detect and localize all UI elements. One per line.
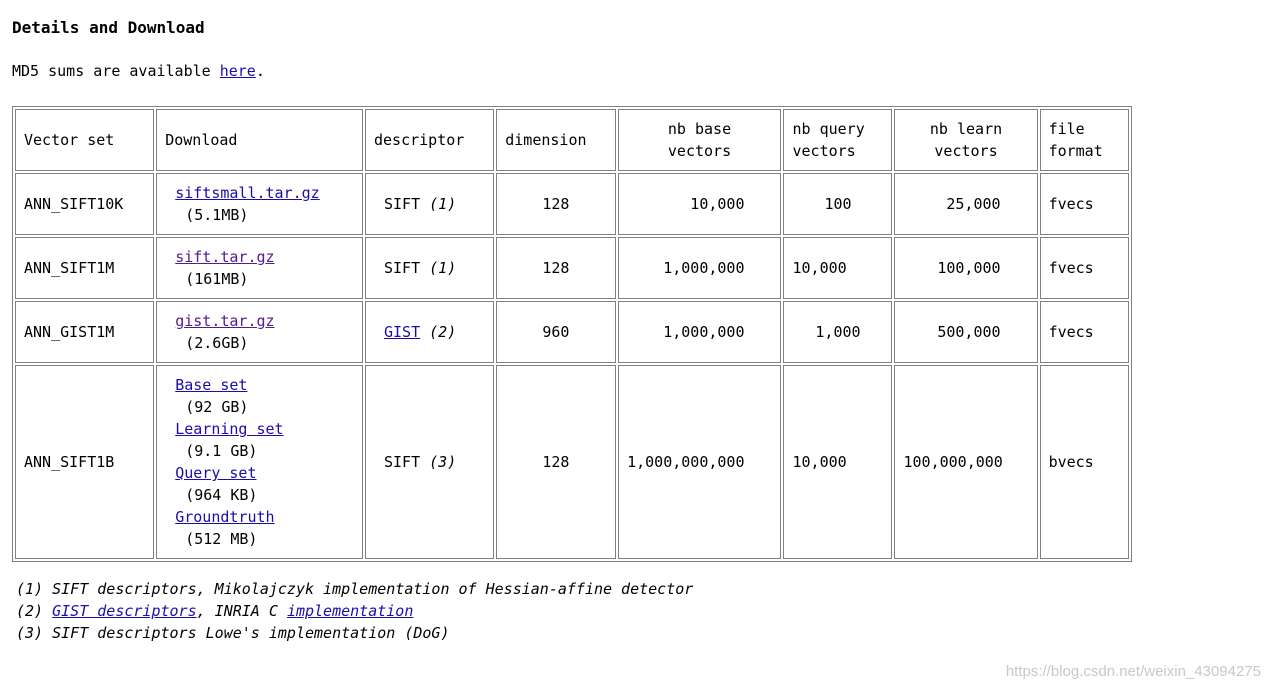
cell-vector-set: ANN_SIFT1M [15,237,154,299]
cell-descriptor [365,301,494,363]
download-link[interactable]: siftsmall.tar.gz [175,184,320,202]
page-title: Details and Download [12,18,205,37]
datasets-table [12,106,1132,562]
cell-download [156,237,363,299]
cell-nb-query: 1,000 [783,301,892,363]
table-row [15,301,1129,363]
footnotes [16,578,693,644]
cell-vector-set: ANN_SIFT10K [15,173,154,235]
cell-dimension: 128 [496,173,615,235]
cell-dimension: 128 [496,365,615,559]
cell-download [156,173,363,235]
col-header-file-format: file format [1040,109,1129,171]
footnote-1: (1) SIFT descriptors, Mikolajczyk implementation of Hessian-affine detector [16,580,694,598]
md5-prefix: MD5 sums are available [12,62,220,80]
cell-nb-base: 1,000,000,000 [618,365,782,559]
download-size: (5.1MB) [185,206,249,224]
cell-file-format: fvecs [1040,301,1129,363]
table-row [15,365,1129,559]
footnote-2-prefix: (2) [16,602,53,620]
download-link[interactable]: gist.tar.gz [175,312,275,330]
footnote-3: (3) SIFT descriptors Lowe's implementation (DoG) [16,624,450,642]
cell-nb-learn: 500,000 [894,301,1037,363]
gist-descriptors-link[interactable]: GIST descriptors [52,602,197,620]
cell-nb-query: 10,000 [783,237,892,299]
col-header-download: Download [156,109,363,171]
cell-download [156,365,363,559]
cell-nb-query: 10,000 [783,365,892,559]
implementation-link[interactable]: implementation [286,602,414,620]
col-header-nb-learn: nb learn vectors [894,109,1037,171]
descriptor-link[interactable]: GIST [383,323,421,341]
table-header-row [15,109,1129,171]
descriptor-name: SIFT [383,453,421,471]
download-size: (964 KB) [185,486,258,504]
watermark: https://blog.csdn.net/weixin_43094275 [1005,663,1261,680]
col-header-dimension: dimension [496,109,615,171]
cell-file-format: bvecs [1040,365,1129,559]
download-size: (2.6GB) [185,334,249,352]
download-link[interactable]: sift.tar.gz [175,248,275,266]
cell-file-format: fvecs [1040,237,1129,299]
col-header-nb-base: nb base vectors [618,109,782,171]
descriptor-note: (2) [429,323,457,341]
descriptor-name: SIFT [383,259,421,277]
download-size: (161MB) [185,270,249,288]
cell-nb-learn: 25,000 [894,173,1037,235]
cell-download [156,301,363,363]
download-link[interactable]: Base set [175,376,248,394]
cell-descriptor [365,173,494,235]
cell-vector-set: ANN_SIFT1B [15,365,154,559]
md5-suffix: . [255,62,265,80]
descriptor-note: (1) [429,195,457,213]
cell-vector-set: ANN_GIST1M [15,301,154,363]
cell-nb-base: 1,000,000 [618,301,782,363]
md5-notice [12,62,265,80]
cell-nb-base: 1,000,000 [618,237,782,299]
cell-nb-base: 10,000 [618,173,782,235]
footnote-2 [16,600,693,622]
cell-nb-query: 100 [783,173,892,235]
download-link[interactable]: Learning set [175,420,284,438]
cell-file-format: fvecs [1040,173,1129,235]
download-link[interactable]: Query set [175,464,257,482]
cell-descriptor [365,365,494,559]
table-row [15,237,1129,299]
cell-nb-learn: 100,000,000 [894,365,1037,559]
table-row [15,173,1129,235]
page [12,0,1271,688]
download-size: (9.1 GB) [185,442,258,460]
col-header-nb-query: nb query vectors [783,109,892,171]
download-link[interactable]: Groundtruth [175,508,275,526]
descriptor-note: (1) [429,259,457,277]
descriptor-name: SIFT [383,195,421,213]
md5-here-link[interactable]: here [219,62,256,80]
col-header-descriptor: descriptor [365,109,494,171]
descriptor-note: (3) [429,453,457,471]
download-size: (92 GB) [185,398,249,416]
cell-dimension: 960 [496,301,615,363]
cell-nb-learn: 100,000 [894,237,1037,299]
download-size: (512 MB) [185,530,258,548]
footnote-2-mid: , INRIA C [196,602,287,620]
cell-descriptor [365,237,494,299]
cell-dimension: 128 [496,237,615,299]
col-header-vector-set: Vector set [15,109,154,171]
